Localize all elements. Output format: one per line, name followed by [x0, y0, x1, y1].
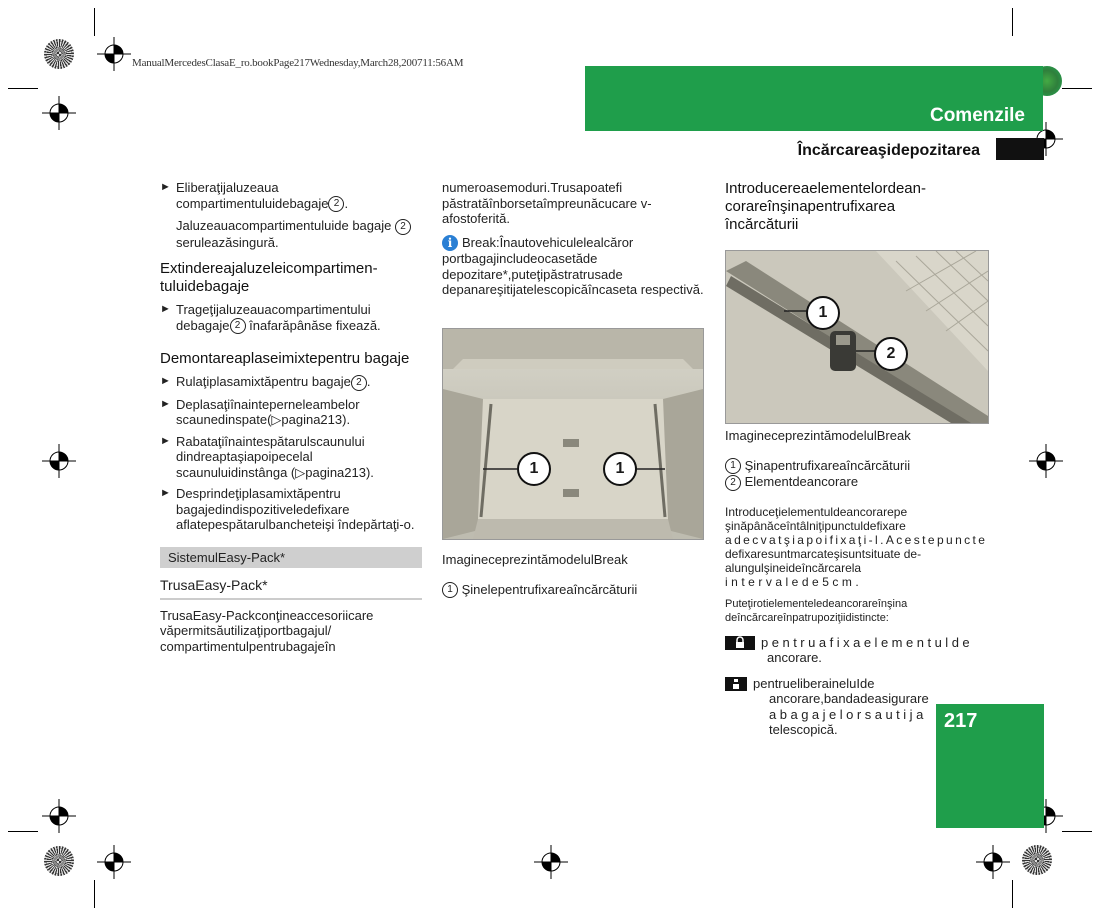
- info-icon: i: [442, 235, 458, 251]
- color-swatch-top-left: [44, 39, 74, 69]
- photo-callout-rail-right: 1: [603, 452, 637, 486]
- step-text: .: [344, 195, 349, 211]
- callout-number: 1: [442, 582, 458, 598]
- photo-callout-anchor: 2: [874, 337, 908, 371]
- paragraph-line: intervalede5cm.: [725, 574, 863, 589]
- registration-mark-icon: [42, 96, 76, 130]
- step-text: .: [366, 374, 371, 390]
- step-text: Rulaţiplasamixtăpentru bagaje: [176, 374, 351, 390]
- heading-insert-anchor: Introducereaelementelordean-corareînşinapentrufixarea încărcăturii: [725, 180, 926, 233]
- step-move-cushions: ► Deplasaţiînainteperneleambelor scaunedinspate(▷pagina213).: [160, 397, 422, 428]
- page-number-box: [936, 704, 1044, 828]
- crop-line: [1012, 880, 1013, 908]
- registration-mark-icon: [976, 845, 1010, 879]
- legend-item: [725, 458, 1055, 475]
- callout-number: 1: [725, 458, 741, 474]
- callout-number: 2: [725, 475, 741, 491]
- subheading-easy-pack-kit: TrusaEasy-Pack*: [160, 578, 422, 600]
- column-2: [442, 180, 706, 306]
- column-1: [160, 180, 422, 662]
- step-text: Trageţijaluzeauacompartimentului debagaje: [176, 302, 371, 333]
- release-icon: [725, 677, 747, 691]
- rail-anchor-photo: [725, 250, 989, 424]
- legend-text: Şinelepentrufixareaîncărcăturii: [461, 581, 638, 597]
- position-item-lock: [725, 635, 1055, 666]
- registration-mark-icon: [42, 444, 76, 478]
- photo-caption: ImagineceprezintămodelulBreak: [442, 552, 628, 567]
- position-text: pentrueliberaineluIde: [753, 675, 875, 691]
- step-pull-blind: [160, 302, 422, 334]
- step-detach-net: ► Desprindeţiplasamixtăpentru bagajedindispozitiveledefixare aflatepespătarulbancheteişi îndepărtaţi-o.: [160, 486, 422, 533]
- photo-caption: ImagineceprezintămodelulBreak: [725, 428, 911, 443]
- position-text: abagajelorsautija: [769, 706, 927, 722]
- step-fold-backrest: ► Rabataţiînaintespătarulscaunului dindreaptaşiapoipecelal scaunuluidinstânga (▷pagina213).: [160, 434, 422, 481]
- column-3-bottom: [725, 428, 1055, 738]
- registration-mark-icon: [97, 845, 131, 879]
- book-info-line: ManualMercedesClasaE_ro.bookPage217Wednesday,March28,200711:56AM: [132, 57, 464, 69]
- step-release-blind: [160, 180, 422, 212]
- photo-callout-rail-left: 1: [517, 452, 551, 486]
- heading-extend-blind: Extindereajaluzeleicompartimen-tuluidebagaje: [160, 260, 378, 296]
- chapter-tab: [585, 66, 1043, 131]
- paragraph-line: adecvatşiapoifixaţi-l.Acestepuncte: [725, 532, 988, 547]
- callout-number: 2: [395, 219, 411, 235]
- color-swatch-bottom-right: [1022, 845, 1052, 875]
- callout-number: 2: [328, 196, 344, 212]
- callout-number: 2: [351, 375, 367, 391]
- cargo-area-photo: [442, 328, 704, 540]
- paragraph-line: defixaresuntmarcateşisuntsituate de-alungulşineideîncărcarela: [725, 546, 922, 575]
- legend-text: Şinapentrufixareaîncărcăturii: [744, 457, 911, 473]
- crop-line: [8, 88, 38, 89]
- paragraph-line: Introduceţielementuldeancorarepe şinăpânăceîntâlniţipunctuldefixare: [725, 504, 908, 533]
- crop-line: [1062, 88, 1092, 89]
- section-marker: [996, 138, 1044, 160]
- position-text: pentruafixaelementulde: [761, 634, 974, 650]
- crop-line: [94, 8, 95, 36]
- info-text: Break:Înautovehiculelealcăror portbagajincludeocasetăde depozitare*,puteţipăstratrusade depanareşitijatelescopicăîncaseta respectivă.: [442, 234, 704, 298]
- color-swatch-bottom-left: [44, 846, 74, 876]
- cargo-area-illustration: [443, 329, 703, 539]
- step-result: [160, 218, 422, 250]
- photo-callout-rail: 1: [806, 296, 840, 330]
- crop-line: [1062, 831, 1092, 832]
- lock-icon: [725, 636, 755, 650]
- paragraph-easy-pack: TrusaEasy-Packconţineaccesoriicare văpermitsăutilizaţiportbagajul/ compartimentulpentrubagajeîn: [160, 607, 374, 654]
- paragraph-insert-anchor: [725, 505, 1055, 589]
- legend-item: [442, 582, 706, 599]
- crop-line: [1012, 8, 1013, 36]
- page-number: 217: [944, 710, 978, 732]
- column-2-bottom: [442, 544, 706, 598]
- crop-line: [94, 880, 95, 908]
- registration-mark-icon: [534, 845, 568, 879]
- step-roll-net: [160, 374, 422, 391]
- legend-text: Elementdeancorare: [744, 474, 859, 490]
- chapter-title: Comenzile: [929, 105, 1025, 126]
- section-bar-easy-pack: SistemulEasy-Pack*: [160, 547, 422, 569]
- paragraph-positions: Puteţirotielementeledeancorareînşina deîncărcareînpatrupoziţiidistincte:: [725, 597, 908, 624]
- position-text: telescopică.: [769, 722, 838, 738]
- callout-number: 2: [230, 318, 246, 334]
- column-3: [725, 180, 1045, 240]
- registration-mark-icon: [42, 799, 76, 833]
- section-title: Încărcareaşidepozitarea: [797, 142, 980, 159]
- heading-remove-net: Demontareaplaseimixtepentru bagaje: [160, 350, 410, 368]
- info-note: [442, 235, 706, 298]
- crop-line: [8, 831, 38, 832]
- result-text: Jaluzeauacompartimentuluide bagaje: [176, 218, 392, 234]
- legend-item: [725, 474, 1055, 491]
- registration-mark-icon: [97, 37, 131, 71]
- position-text: ancorare.: [767, 650, 822, 666]
- rail-anchor-illustration: [726, 251, 988, 423]
- step-text: înafarăpânăse fixează.: [249, 317, 381, 333]
- result-text: seruleazăsingură.: [176, 234, 279, 250]
- paragraph-kit-storage: numeroasemoduri.Trusapoatefi păstratăînborsetaîmpreunăcucare v-afostoferită.: [442, 180, 652, 226]
- step-text: Eliberaţijaluzeaua compartimentuluidebagaje: [176, 180, 329, 211]
- position-text: ancorare,bandadeasigurare: [769, 691, 929, 707]
